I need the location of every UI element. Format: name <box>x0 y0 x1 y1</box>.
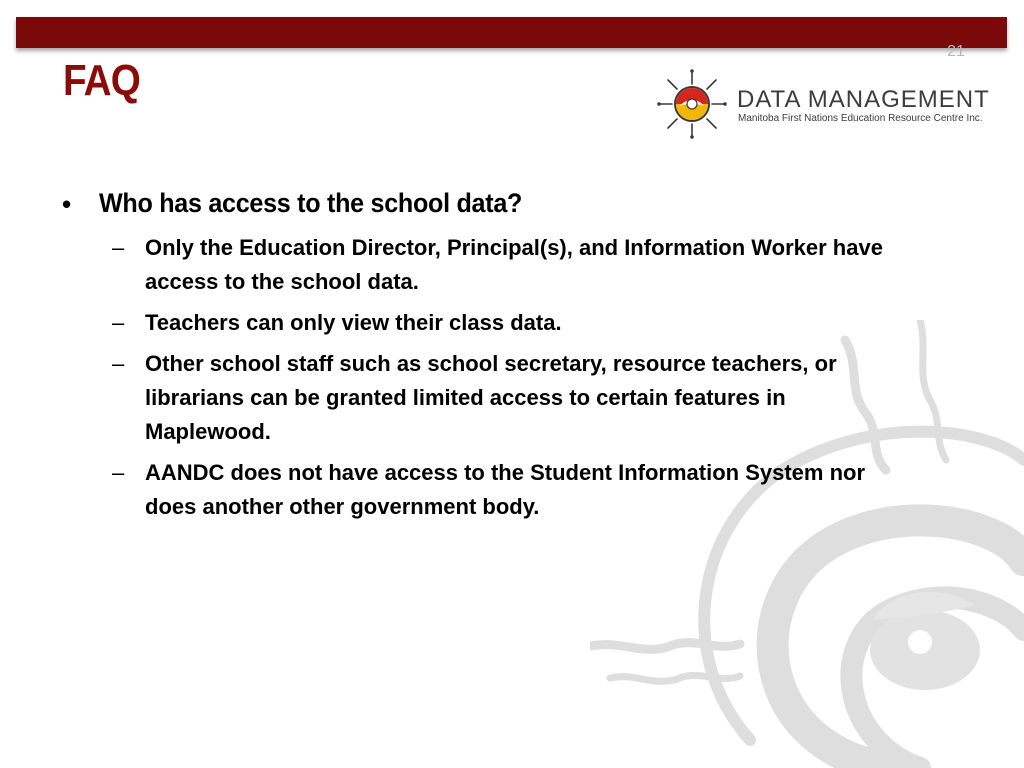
faq-answer-item <box>62 231 885 299</box>
faq-answer-text: Teachers can only view their class data. <box>145 310 562 335</box>
logo-subtitle: Manitoba First Nations Education Resource Centre Inc. <box>738 113 983 124</box>
faq-answer-text: Other school staff such as school secretary, resource teachers, or librarians can be granted limited access to certain features in Maplewood. <box>145 351 837 444</box>
dash-marker: – <box>112 351 125 376</box>
faq-answer-text: Only the Education Director, Principal(s), and Information Worker have access to the school data. <box>145 235 883 294</box>
faq-content <box>62 188 962 531</box>
dash-marker: – <box>112 310 125 335</box>
faq-answer-item <box>62 306 885 340</box>
logo-title: DATA MANAGEMENT <box>737 86 990 113</box>
bullet-marker: • <box>62 189 72 219</box>
faq-answer-list <box>62 231 962 524</box>
faq-question-row <box>62 188 962 219</box>
dash-marker: – <box>112 235 125 260</box>
faq-answer-item <box>62 347 885 449</box>
sun-emblem-icon <box>656 68 728 140</box>
faq-answer-text: AANDC does not have access to the Student Information System nor does another other government body. <box>145 460 866 519</box>
slide-title: FAQ <box>63 56 140 105</box>
dash-marker: – <box>112 460 125 485</box>
faq-answer-item <box>62 456 885 524</box>
faq-question: Who has access to the school data? <box>99 188 523 218</box>
slide-number: 21 <box>947 43 965 60</box>
data-management-logo <box>656 68 1006 140</box>
header-bar <box>16 17 1007 48</box>
